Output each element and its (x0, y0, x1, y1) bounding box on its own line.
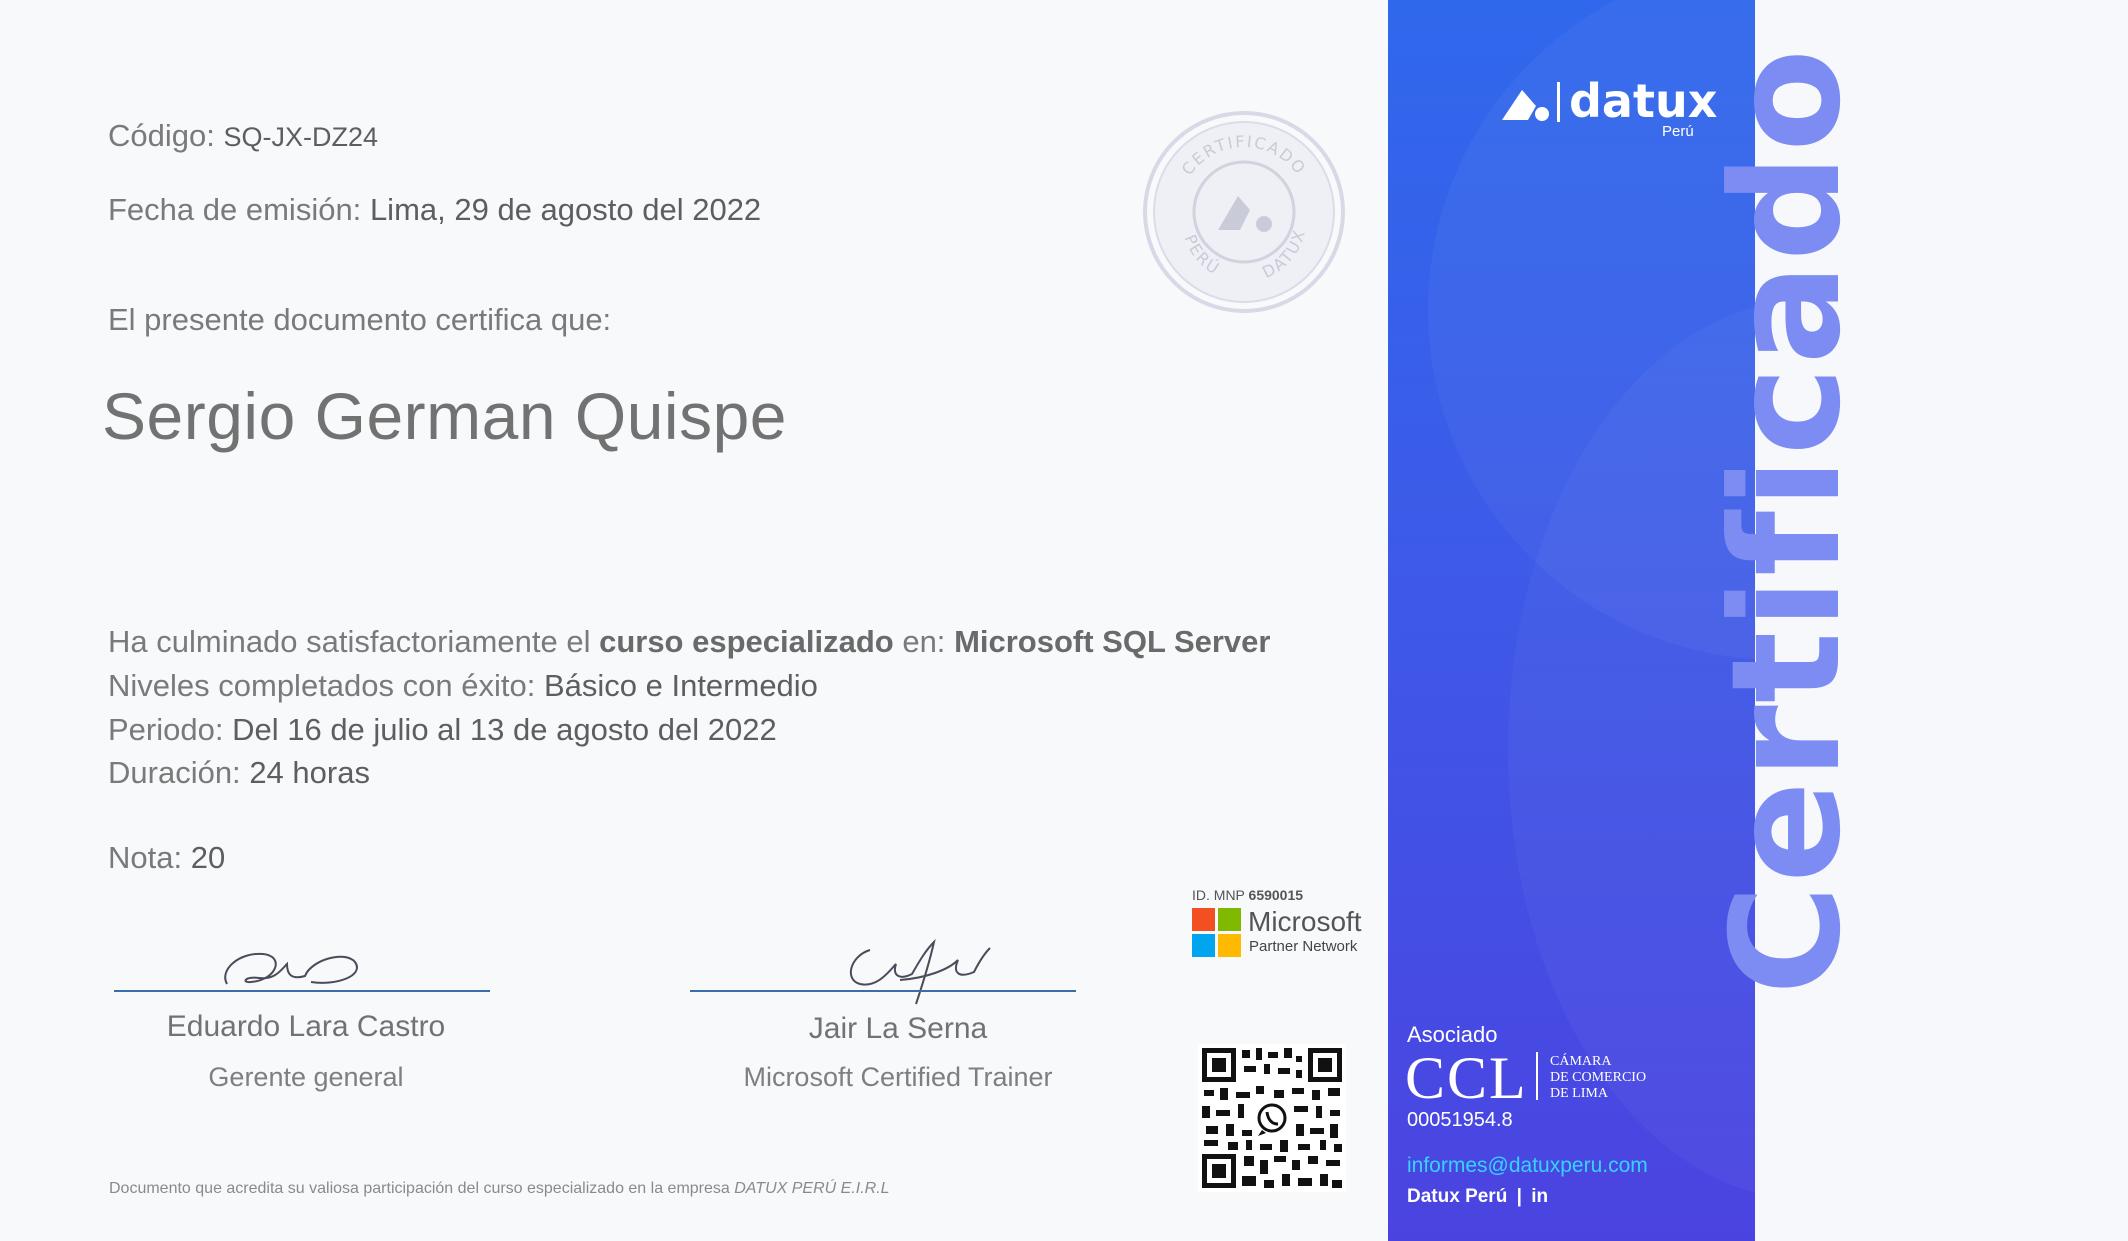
intro-text: El presente documento certifica que: (108, 302, 612, 337)
mnp-id (1192, 887, 1303, 903)
signer-2-name: Jair La Serna (808, 1012, 988, 1045)
microsoft-logo-icon (1192, 908, 1242, 958)
datux-logo-text: datux (1569, 74, 1718, 128)
seal-text-right: DATUX (1259, 226, 1310, 282)
course-prefix: Ha culminado satisfactoriamente el (108, 624, 591, 659)
mnp-id-label: ID. MNP (1192, 887, 1245, 903)
ccl-logo: CCL (1405, 1045, 1528, 1111)
logo-divider (1557, 82, 1560, 122)
footer-company: DATUX PERÚ E.I.R.L (734, 1180, 890, 1197)
camara-line-2: DE COMERCIO (1550, 1070, 1647, 1085)
camara-line-3: DE LIMA (1550, 1086, 1608, 1101)
issue-date-line (108, 192, 761, 228)
partner-network: Partner Network (1249, 938, 1358, 955)
associated-label: Asociado (1407, 1022, 1498, 1047)
camara-line-1: CÁMARA (1550, 1054, 1612, 1069)
issue-date-value: Lima, 29 de agosto del 2022 (369, 192, 762, 227)
signature-2-icon (830, 930, 1000, 1010)
social-name[interactable]: Datux Perú (1407, 1186, 1508, 1207)
levels-line (108, 668, 818, 704)
period-line (108, 712, 777, 748)
duration-value: 24 horas (249, 755, 370, 790)
period-label: Periodo: (108, 712, 224, 747)
code-label: Código: (108, 118, 215, 153)
code-line (108, 118, 378, 154)
signer-1-role: Gerente general (208, 1062, 404, 1092)
signer-1-name: Eduardo Lara Castro (166, 1010, 446, 1043)
levels-value: Básico e Intermedio (543, 668, 818, 703)
duration-label: Duración: (108, 755, 241, 790)
code-value: SQ-JX-DZ24 (223, 122, 379, 152)
duration-line (108, 755, 370, 791)
mnp-id-value: 6590015 (1248, 887, 1304, 903)
contact-email[interactable]: informes@datuxperu.com (1407, 1154, 1648, 1177)
recipient-name: Sergio German Quispe (102, 379, 787, 453)
levels-label: Niveles completados con éxito: (108, 668, 536, 703)
course-type: curso especializado (599, 624, 894, 659)
vertical-title: Certificado (1700, 46, 1874, 995)
course-name: Microsoft SQL Server (954, 624, 1271, 659)
social-line: Datux Perú | in (1407, 1186, 1549, 1207)
seal-text-left: PERÚ (1180, 231, 1224, 279)
ccl-divider (1536, 1052, 1538, 1100)
camara-text (1550, 1054, 1646, 1102)
qr-code-icon (1198, 1044, 1346, 1192)
period-value: Del 16 de julio al 13 de agosto del 2022 (232, 712, 777, 747)
microsoft-brand: Microsoft (1248, 906, 1362, 937)
seal-text-top: CERTIFICADO (1177, 131, 1311, 179)
member-number: 00051954.8 (1407, 1109, 1513, 1131)
signer-2-role: Microsoft Certified Trainer (743, 1062, 1053, 1092)
datux-logo-icon (1500, 86, 1552, 122)
linkedin-icon[interactable]: in (1531, 1186, 1549, 1207)
certificate-seal (1142, 110, 1346, 314)
issue-date-label: Fecha de emisión: (108, 192, 362, 227)
grade-value: 20 (190, 840, 226, 875)
course-mid: en: (902, 624, 946, 659)
signature-line-2 (690, 990, 1076, 992)
signature-1-icon (215, 940, 375, 994)
footer-note (109, 1180, 890, 1198)
datux-logo-sub: Perú (1662, 123, 1694, 140)
grade-label: Nota: (108, 840, 183, 875)
course-line (108, 624, 1270, 660)
signature-line-1 (114, 990, 490, 992)
footer-text: Documento que acredita su valiosa participación del curso especializado en la empresa (109, 1180, 730, 1197)
grade-line (108, 840, 225, 876)
